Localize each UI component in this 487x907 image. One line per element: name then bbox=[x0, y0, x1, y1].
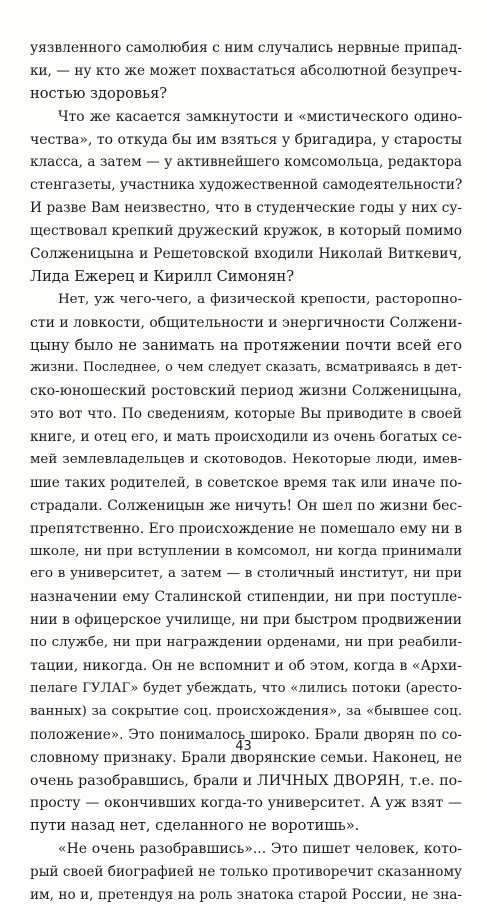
text-line: положение». Это понималось широко. Брали дворян по со- bbox=[30, 726, 462, 743]
text-line: школе, ни при вступлении в комсомол, ни когда принимали bbox=[30, 543, 462, 559]
text-line: цыну было не занимать на протяжении почти всей его bbox=[30, 336, 462, 354]
text-line: им, но и, претендуя на роль знатока старой России, не зна- bbox=[30, 886, 462, 903]
text-line: чества», то откуда бы им взяться у бригадира, у старосты bbox=[30, 131, 462, 148]
text-line: пути назад нет, сделанного не воротишь». bbox=[30, 817, 360, 835]
text-line: тации, никогда. Он не вспомнит и об этом, когда в «Архи- bbox=[30, 658, 462, 675]
text-line: это вот что. По сведениям, которые Вы приводите в своей bbox=[30, 406, 462, 423]
text-line: рый своей биографией не только противоречит сказанному bbox=[30, 864, 462, 881]
text-line: ско-юношеский ростовский период жизни Солженицына, bbox=[30, 383, 462, 400]
text-line: ществовал крепкий дружеский кружок, в который помимо bbox=[30, 223, 462, 240]
text-line: стенгазеты, участника художественной самодеятельности? bbox=[30, 177, 462, 194]
text-line: класса, а затем — у активнейшего комсомольца, редактора bbox=[30, 154, 462, 171]
page-number: 43 bbox=[235, 739, 252, 754]
text-line: препятственно. Его происхождение не помешало ему ни в bbox=[30, 520, 462, 537]
text-line: И разве Вам неизвестно, что в студенческие годы у них су- bbox=[30, 200, 462, 217]
text-line: «Не очень разобравшись»... Это пишет человек, кото- bbox=[58, 841, 462, 858]
text-line: просту — окончивших когда-то университет. А уж взят — bbox=[30, 795, 462, 812]
body-text bbox=[30, 37, 462, 907]
text-line: Лида Ежерец и Кирилл Симонян? bbox=[30, 267, 295, 285]
text-line: ванных) за сокрытие соц. происхождения», за «бывшее соц. bbox=[30, 703, 462, 719]
text-line: уязвленного самолюбия с ним случались нервные припад- bbox=[30, 40, 462, 56]
text-line: Нет, уж чего-чего, а физической крепости, расторопно- bbox=[58, 291, 462, 307]
text-line: по службе, ни при награждении орденами, ни при реабили- bbox=[30, 635, 462, 651]
text-line: сти и ловкости, общительности и энергичности Солжени- bbox=[30, 314, 462, 331]
text-line: нии в офицерское училище, ни при быстром продвижении bbox=[30, 612, 462, 629]
text-line: назначении ему Сталинской стипендии, ни при поступле- bbox=[30, 589, 462, 606]
text-line: пелаге ГУЛАГ» будет убеждать, что «лились потоки (аресто- bbox=[30, 680, 462, 696]
text-line: страдали. Солженицын же ничуть! Он шел по жизни бес- bbox=[30, 497, 462, 514]
text-line: очень разобравшись, брали и ЛИЧНЫХ ДВОРЯН, т.е. по- bbox=[30, 772, 462, 789]
text-line: ки, — ну кто же может похвастаться абсолютной безупреч- bbox=[30, 62, 462, 79]
text-line: словному признаку. Брали дворянские семьи. Наконец, не bbox=[30, 749, 462, 766]
text-line: жизни. Последнее, о чем следует сказать, всматриваясь в дет- bbox=[30, 360, 462, 376]
text-line: книге, и отец его, и мать происходили из очень богатых се- bbox=[30, 429, 462, 446]
text-line: шие таких родителей, в советское время так или иначе по- bbox=[30, 474, 462, 491]
text-line: его в университет, а затем — в столичный институт, ни при bbox=[30, 566, 462, 582]
text-line: мей землевладельцев и скотоводов. Некоторые люди, имев- bbox=[30, 452, 462, 468]
text-line: ностью здоровья? bbox=[30, 84, 168, 102]
text-line: Солженицына и Решетовской входили Николай Виткевич, bbox=[30, 246, 462, 263]
text-line: Что же касается замкнутости и «мистического одино- bbox=[58, 108, 462, 125]
